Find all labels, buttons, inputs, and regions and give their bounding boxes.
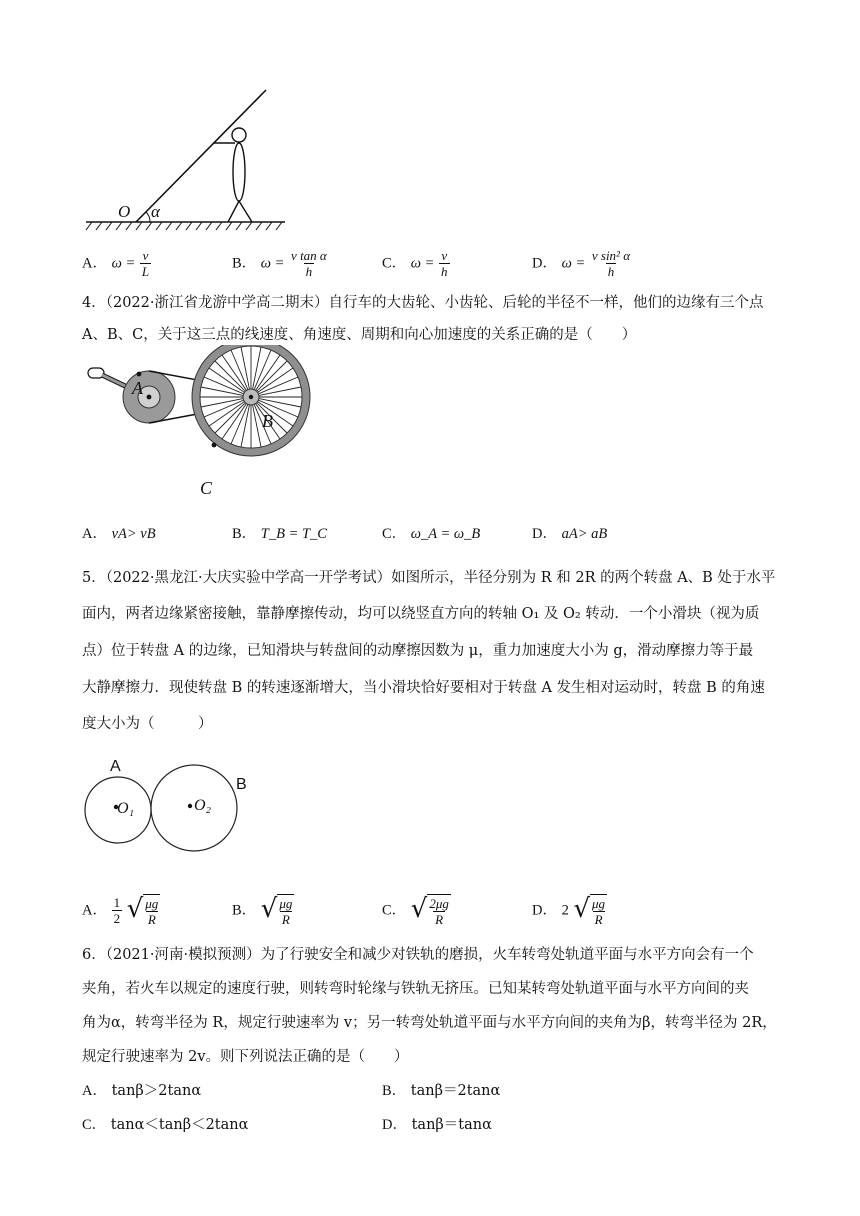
q5-option-b[interactable]: [232, 894, 294, 927]
q3-option-a[interactable]: [82, 248, 151, 279]
option-label: C．: [382, 902, 407, 919]
q6-stem-line-2: 夹角，若火车以规定的速度行驶，则转弯时轮缘与铁轨无挤压。已知某转弯处轨道平面与水平方向间的夹: [82, 981, 749, 997]
option-label: B．: [232, 526, 257, 542]
option-label: D．: [532, 902, 557, 919]
sqrt-expression: √ $\frac{2\mu g}{R}$: [410, 894, 449, 927]
option-text: vA> vB: [111, 526, 156, 542]
option-text: T_B = T_C: [260, 526, 327, 542]
q4-stem-line-1: 4．（2022·浙江省龙游中学高二期末）自行车的大齿轮、小齿轮、后轮的半径不一样，他们的边缘有三个点: [82, 295, 764, 311]
q6-option-c[interactable]: [82, 1115, 248, 1135]
fraction: $\frac{\text{v tan α}}{h}$: [291, 248, 327, 279]
option-text: tanβ＝2tanα: [410, 1083, 501, 1099]
option-text: tanβ＞2tanα: [111, 1083, 202, 1099]
q5-stem-line-1: 5．（2022·黑龙江·大庆实验中学高一开学考试）如图所示，半径分别为 R 和 2R 的两个转盘 A、B 处于水平: [82, 570, 776, 586]
option-label: B．: [232, 902, 257, 919]
q6-option-b[interactable]: [382, 1081, 500, 1101]
sqrt-expression: √ $\frac{\mu g}{R}$: [573, 894, 606, 927]
q4-option-b[interactable]: [232, 524, 327, 544]
q5-stem-line-4: 大静摩擦力．现使转盘 B 的转速逐渐增大，当小滑块恰好要相对于转盘 A 发生相对运动时，转盘 B 的角速: [82, 680, 765, 696]
omega-lhs: ω =: [260, 255, 285, 272]
q6-stem-line-3: 角为α，转弯半径为 R，规定行驶速率为 v；另一转弯处轨道平面与水平方向间的夹角为β，转弯半径为 2R，: [82, 1015, 777, 1031]
option-label: A．: [82, 526, 107, 542]
fraction: $\frac{v}{L}$: [141, 248, 150, 279]
bike-label-a: A: [132, 378, 143, 398]
coefficient: 2: [561, 902, 569, 919]
q4-option-c[interactable]: [382, 524, 480, 544]
omega-lhs: ω =: [111, 255, 136, 272]
q6-stem-line-4: 规定行驶速率为 2v。则下列说法正确的是（ ）: [82, 1049, 409, 1065]
coefficient-fraction: $\frac{1}{2}$: [113, 895, 121, 926]
option-label: D．: [532, 255, 557, 272]
option-text: tanβ＝tanα: [411, 1117, 492, 1133]
disc-label-b: B: [236, 776, 247, 793]
q4-stem-line-2: A、B、C，关于这三点的线速度、角速度、周期和向心加速度的关系正确的是（ ）: [82, 327, 637, 343]
label-O: O: [118, 202, 131, 221]
sqrt-expression: √ $\frac{\mu g}{R}$: [126, 894, 159, 927]
q6-option-a[interactable]: [82, 1081, 201, 1101]
q3-option-d[interactable]: [532, 248, 632, 279]
omega-lhs: ω =: [561, 255, 586, 272]
q5-stem-line-3: 点）位于转盘 A 的边缘，已知滑块与转盘间的动摩擦因数为 μ，重力加速度大小为 g，滑动摩擦力等于最: [82, 643, 754, 659]
figure-bicycle-gears: [84, 345, 324, 500]
q3-option-c[interactable]: [382, 248, 450, 279]
option-label: A．: [82, 255, 107, 272]
q6-stem-line-1: 6．（2021·河南·模拟预测）为了行驶安全和减少对铁轨的磨损，火车转弯处轨道平面与水平方向会有一个: [82, 947, 754, 963]
option-label: A．: [82, 1083, 107, 1099]
fraction: $\frac{\text{v sin² α}}{h}$: [591, 248, 631, 279]
fraction: $\frac{v}{h}$: [441, 248, 448, 279]
q3-option-b[interactable]: [232, 248, 329, 279]
q4-option-a[interactable]: [82, 524, 156, 544]
q5-stem-line-2: 面内，两者边缘紧密接触，靠静摩擦传动，均可以绕竖直方向的转轴 O₁ 及 O₂ 转动．一个小滑块（视为质: [82, 606, 760, 622]
option-label: D．: [532, 526, 557, 542]
q5-option-d[interactable]: [532, 894, 607, 927]
option-text: tanα＜tanβ＜2tanα: [110, 1117, 249, 1133]
q4-option-d[interactable]: [532, 524, 607, 544]
q6-option-d[interactable]: [382, 1115, 492, 1135]
option-label: D．: [382, 1117, 407, 1133]
option-text: aA> aB: [561, 526, 608, 542]
q5-option-c[interactable]: [382, 894, 451, 927]
option-label: B．: [232, 255, 257, 272]
disc-label-a: A: [110, 758, 121, 775]
q5-option-a[interactable]: [82, 894, 160, 927]
bike-label-c: C: [200, 478, 213, 498]
q5-stem-line-5: 度大小为（ ）: [82, 716, 213, 732]
option-label: C．: [82, 1117, 107, 1133]
bike-label-b: B: [262, 411, 273, 431]
disc-label-o1: O₁: [117, 800, 135, 817]
option-label: C．: [382, 526, 407, 542]
label-alpha: α: [151, 202, 160, 221]
option-label: A．: [82, 902, 107, 919]
option-label: C．: [382, 255, 407, 272]
figure-two-discs: [82, 756, 262, 868]
disc-label-o2: O₂: [194, 797, 212, 814]
option-text: ω_A = ω_B: [410, 526, 481, 542]
omega-lhs: ω =: [410, 255, 435, 272]
sqrt-expression: √ $\frac{\mu g}{R}$: [260, 894, 293, 927]
option-label: B．: [382, 1083, 407, 1099]
figure-incline-person: [80, 80, 290, 232]
